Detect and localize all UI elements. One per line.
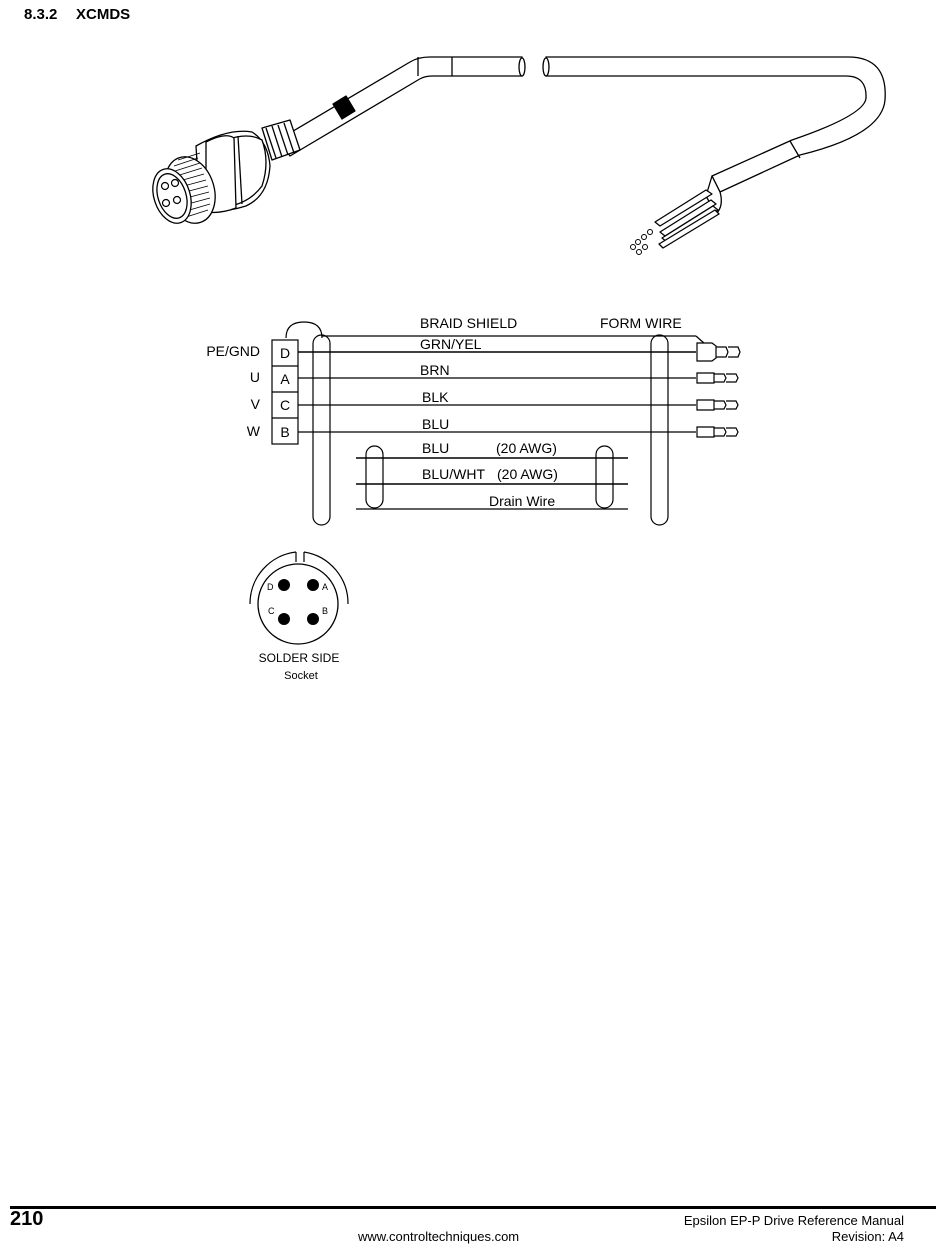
pin-label-b: B [280, 424, 290, 440]
pin-label-c: C [279, 397, 291, 413]
signal-name-w: W [246, 423, 260, 439]
pair-gauge-label-1: (20 AWG) [496, 440, 557, 456]
pair-shield-oval-right [596, 446, 613, 508]
pin-label-a: A [280, 371, 290, 387]
pair-shield-oval-left [366, 446, 383, 508]
braid-shield-loop [286, 322, 322, 338]
manual-title: Epsilon EP-P Drive Reference Manual [683, 1213, 904, 1228]
pin-b-dot [307, 613, 319, 625]
website-link[interactable]: www.controltechniques.com [358, 1229, 520, 1244]
pair-wire-label-1: BLU [422, 440, 450, 456]
face-pin-d: D [267, 582, 274, 592]
pair-gauge-label-2: (20 AWG) [497, 466, 558, 482]
form-wire-label: FORM WIRE [600, 315, 682, 331]
shield-oval-right [651, 335, 668, 525]
solder-side-label: SOLDER SIDE [258, 651, 340, 665]
signal-name-pe-gnd: PE/GND [206, 343, 260, 359]
page-number: 210 [10, 1208, 44, 1230]
pin-a-dot [307, 579, 319, 591]
wire-label-brn: BRN [420, 362, 450, 378]
wire-label-grn-yel: GRN/YEL [420, 336, 482, 352]
pair-wire-label-2: BLU/WHT [422, 466, 485, 482]
drain-wire-label: Drain Wire [489, 493, 556, 509]
face-pin-a: A [322, 582, 329, 592]
face-pin-c: C [268, 606, 275, 616]
connector-face [250, 552, 348, 682]
pin-c-dot [278, 613, 290, 625]
pin-label-d: D [279, 345, 291, 361]
signal-name-u: U [249, 369, 260, 385]
signal-name-v: V [250, 396, 260, 412]
revision-label: Revision: A4 [831, 1229, 904, 1244]
wire-label-blk: BLK [422, 389, 449, 405]
section-title: XCMDS [76, 6, 131, 23]
socket-label: Socket [284, 670, 318, 682]
braid-shield-label: BRAID SHIELD [420, 315, 518, 331]
face-pin-b: B [322, 606, 329, 616]
section-number: 8.3.2 [24, 6, 58, 23]
shield-oval-left [313, 335, 330, 525]
wire-label-blu: BLU [422, 416, 450, 432]
pin-d-dot [278, 579, 290, 591]
footer-rule [10, 1206, 936, 1209]
terminal-ferrules [697, 343, 740, 437]
